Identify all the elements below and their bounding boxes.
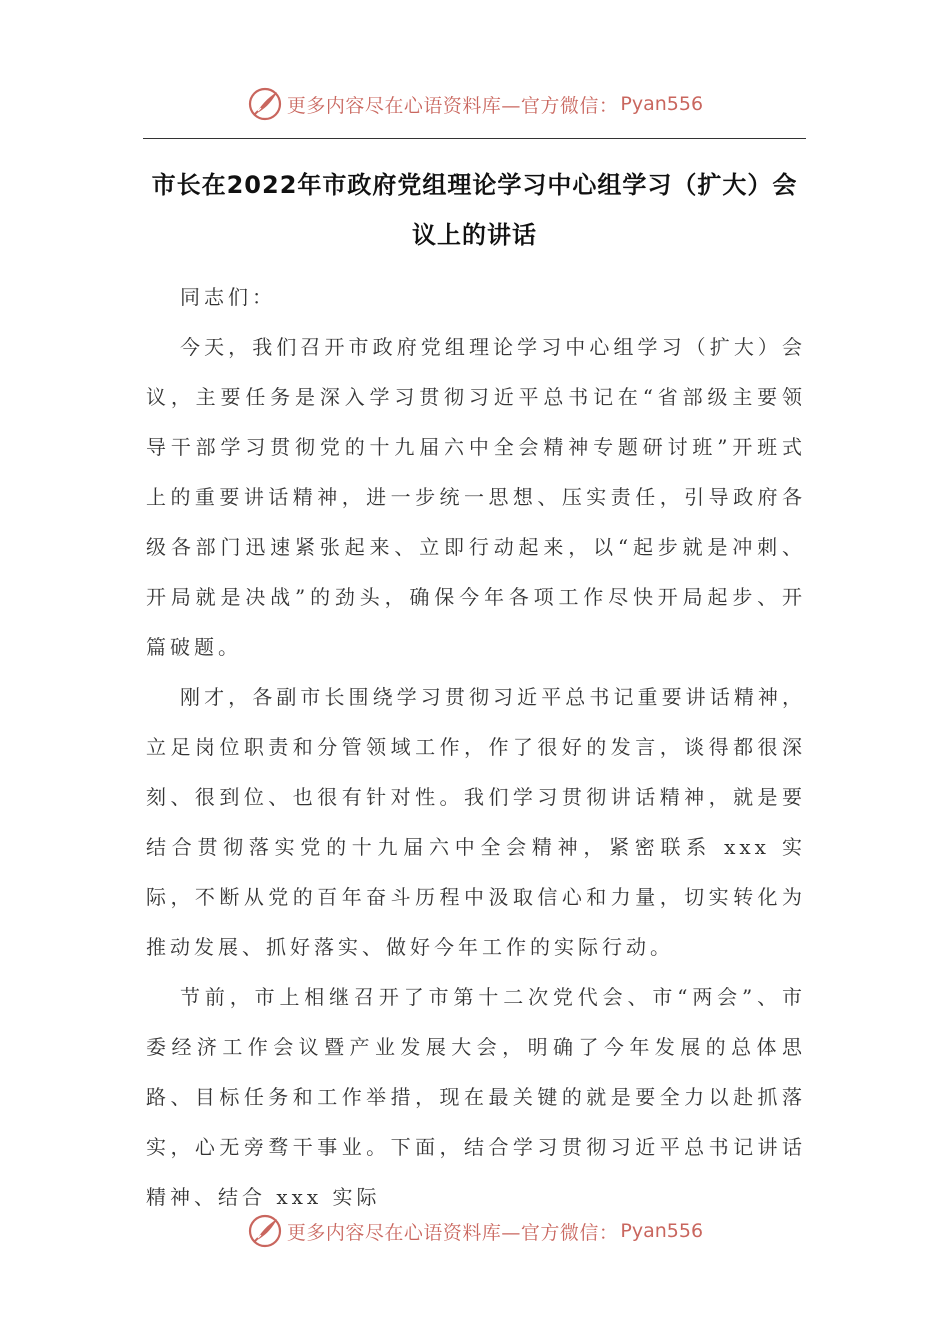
header-banner <box>0 82 950 126</box>
footer-wechat-id: Pyan556 <box>620 1220 704 1242</box>
paragraph-2: 刚才，各副市长围绕学习贯彻习近平总书记重要讲话精神，立足岗位职责和分管领域工作，作了很好的发言，谈得都很深刻、很到位、也很有针对性。我们学习贯彻讲话精神，就是要结合贯彻落实党的十九届六中全会精神，紧密联系 xxx 实际，不断从党的百年奋斗历程中汲取信心和力量，切实转化为推动发展、抓好落实、做好今年工作的实际行动。 <box>146 685 806 959</box>
header-divider <box>143 138 806 139</box>
quill-pen-logo-icon <box>247 86 283 122</box>
salutation: 同志们： <box>180 285 276 309</box>
document-title: 市长在2022年市政府党组理论学习中心组学习（扩大）会议上的讲话 <box>151 171 798 249</box>
quill-pen-logo-icon <box>247 1213 283 1249</box>
footer-banner-text: 更多内容尽在心语资料库—官方微信： <box>286 1221 619 1244</box>
document-body <box>146 272 806 1222</box>
footer-banner <box>0 1209 950 1253</box>
header-banner-text: 更多内容尽在心语资料库—官方微信： <box>286 94 619 117</box>
paragraph-1: 今天，我们召开市政府党组理论学习中心组学习（扩大）会议，主要任务是深入学习贯彻习近平总书记在“省部级主要领导干部学习贯彻党的十九届六中全会精神专题研讨班”开班式上的重要讲话精神，进一步统一思想、压实责任，引导政府各级各部门迅速紧张起来、立即行动起来，以“起步就是冲刺、开局就是决战”的劲头，确保今年各项工作尽快开局起步、开篇破题。 <box>146 335 806 659</box>
header-wechat-id: Pyan556 <box>620 93 704 115</box>
paragraph-3: 节前，市上相继召开了市第十二次党代会、市“两会”、市委经济工作会议暨产业发展大会，明确了今年发展的总体思路、目标任务和工作举措，现在最关键的就是要全力以赴抓落实，心无旁骛干事业。下面，结合学习贯彻习近平总书记讲话精神、结合 xxx 实际 <box>146 985 806 1209</box>
